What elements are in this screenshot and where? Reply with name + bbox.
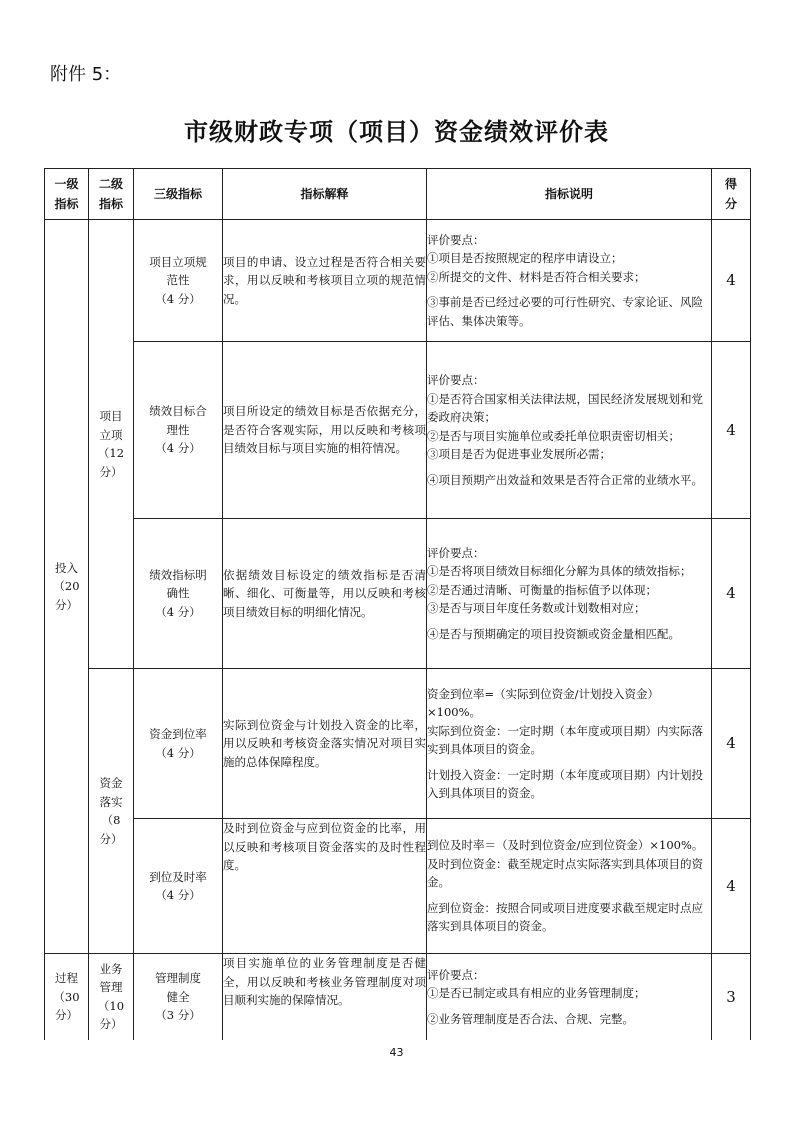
description-cell bbox=[427, 342, 712, 519]
description-line: ②业务管理制度是否合法、合规、完整。 bbox=[427, 1011, 634, 1026]
description-line: 评价要点： bbox=[427, 967, 485, 982]
description-line: ④项目预期产出效益和效果是否符合正常的业绩水平。 bbox=[427, 472, 703, 487]
description-line: ②是否与项目实施单位或委托单位职责密切相关； bbox=[427, 428, 680, 443]
table-row bbox=[45, 342, 751, 519]
description-line: 到位及时率＝（及时到位资金/应到位资金）×100%。 bbox=[427, 838, 704, 853]
header-level2: 二级 指标 bbox=[89, 169, 134, 220]
table-row bbox=[45, 954, 751, 1040]
score-cell: 4 bbox=[712, 519, 751, 669]
table-row bbox=[45, 819, 751, 954]
score-cell: 4 bbox=[712, 819, 751, 954]
level1-input: 投入 （20 分） bbox=[45, 220, 89, 954]
page-title: 市级财政专项（项目）资金绩效评价表 bbox=[184, 118, 609, 146]
table-row bbox=[45, 220, 751, 342]
description-cell bbox=[427, 220, 712, 342]
attachment-label: 附件 5： bbox=[50, 64, 122, 85]
header-description: 指标说明 bbox=[427, 169, 712, 220]
score-cell: 4 bbox=[712, 220, 751, 342]
explanation-cell: 项目的申请、设立过程是否符合相关要求，用以反映和考核项目立项的规范情况。 bbox=[223, 220, 427, 342]
paragraph-gap bbox=[427, 464, 711, 471]
header-row bbox=[45, 169, 751, 220]
level3-name: 管理制度 健全 （3 分） bbox=[134, 954, 223, 1040]
description-line: 资金到位率=（实际到位资金/计划投入资金）×100%。 bbox=[427, 686, 660, 719]
level2-funding: 资金 落实 （8 分） bbox=[89, 669, 134, 954]
description-line: 评价要点： bbox=[427, 373, 485, 387]
level3-name: 资金到位率 （4 分） bbox=[134, 669, 223, 819]
paragraph-gap bbox=[427, 286, 711, 293]
description-line: ①是否将项目绩效目标细化分解为具体的绩效指标； bbox=[427, 564, 692, 579]
table-row bbox=[45, 669, 751, 819]
description-line: ③项目是否为促进事业发展所必需； bbox=[427, 447, 611, 461]
description-cell bbox=[427, 669, 712, 819]
level1-process: 过程 （30 分） bbox=[45, 954, 89, 1040]
paragraph-gap bbox=[427, 892, 711, 899]
paragraph-gap bbox=[427, 1003, 711, 1010]
level3-name: 到位及时率 （4 分） bbox=[134, 819, 223, 954]
description-cell bbox=[427, 819, 712, 954]
level2-business-mgmt: 业务 管理 （10 分） bbox=[89, 954, 134, 1040]
description-cell bbox=[427, 954, 712, 1040]
explanation-cell: 依据绩效目标设定的绩效指标是否清晰、细化、可衡量等，用以反映和考核项目绩效目标的明细化情况。 bbox=[223, 519, 427, 669]
description-line: 应到位资金：按照合同或项目进度要求截至规定时点应落实到具体项目的资金。 bbox=[427, 900, 703, 934]
paragraph-gap bbox=[427, 618, 711, 625]
description-line: ③事前是否已经过必要的可行性研究、专家论证、风险评估、集体决策等。 bbox=[427, 295, 703, 328]
level3-name: 绩效目标合 理性 （4 分） bbox=[134, 342, 223, 519]
header-level1: 一级 指标 bbox=[45, 169, 89, 220]
description-line: 计划投入资金：一定时期（本年度或项目期）内计划投入到具体项目的资金。 bbox=[427, 767, 703, 800]
paragraph-gap bbox=[427, 759, 711, 766]
description-line: 评价要点： bbox=[427, 232, 485, 247]
description-cell bbox=[427, 519, 712, 669]
score-cell: 4 bbox=[712, 669, 751, 819]
description-line: ①是否符合国家相关法律法规，国民经济发展规划和党委政府决策； bbox=[427, 391, 703, 424]
header-explanation: 指标解释 bbox=[223, 169, 427, 220]
description-line: ①是否已制定或具有相应的业务管理制度； bbox=[427, 986, 646, 1000]
level3-name: 项目立项规 范性 （4 分） bbox=[134, 220, 223, 342]
level2-project-setup: 项目 立项 （12 分） bbox=[89, 220, 134, 669]
explanation-cell: 实际到位资金与计划投入资金的比率，用以反映和考核资金落实情况对项目实施的总体保障程度。 bbox=[223, 669, 427, 819]
explanation-cell: 及时到位资金与应到位资金的比率，用以反映和考核项目资金落实的及时性程度。 bbox=[223, 819, 427, 954]
description-line: ③是否与项目年度任务数或计划数相对应； bbox=[427, 601, 646, 616]
header-level3: 三级指标 bbox=[134, 169, 223, 220]
page-number: 43 bbox=[389, 1046, 404, 1059]
evaluation-table bbox=[44, 168, 751, 1040]
table-row bbox=[45, 519, 751, 669]
description-line: ①项目是否按照规定的程序申请设立； bbox=[427, 251, 623, 266]
level3-name: 绩效指标明 确性 （4 分） bbox=[134, 519, 223, 669]
description-line: ②是否通过清晰、可衡量的指标值予以体现； bbox=[427, 582, 657, 597]
explanation-cell: 项目所设定的绩效目标是否依据充分，是否符合客观实际，用以反映和考核项目绩效目标与项目实施的相符情况。 bbox=[223, 342, 427, 519]
description-line: 实际到位资金：一定时期（本年度或项目期）内实际落实到具体项目的资金。 bbox=[427, 723, 703, 756]
description-line: ④是否与预期确定的项目投资额或资金量相匹配。 bbox=[427, 626, 680, 641]
description-line: 及时到位资金：截至规定时点实际落实到具体项目的资金。 bbox=[427, 856, 703, 890]
header-score: 得 分 bbox=[712, 169, 751, 220]
description-line: 评价要点： bbox=[427, 545, 485, 560]
explanation-cell: 项目实施单位的业务管理制度是否健全，用以反映和考核业务管理制度对项目顺利实施的保障情况。 bbox=[223, 954, 427, 1040]
score-cell: 4 bbox=[712, 342, 751, 519]
description-line: ②所提交的文件、材料是否符合相关要求； bbox=[427, 269, 646, 284]
score-cell: 3 bbox=[712, 954, 751, 1040]
